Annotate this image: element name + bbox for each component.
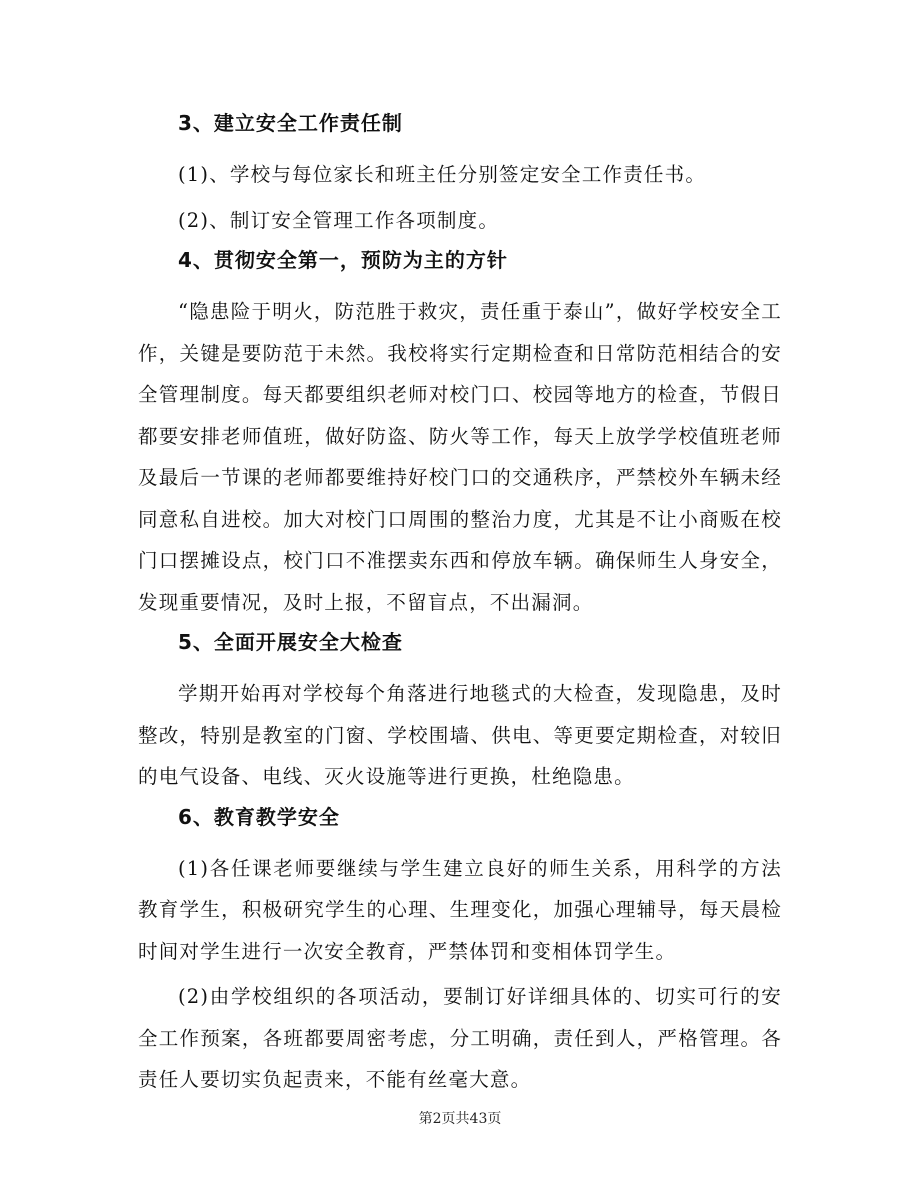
- list-item: (2)、制订安全管理工作各项制度。: [178, 208, 500, 232]
- document-body: [138, 108, 782, 1105]
- section-heading: 6、教育教学安全: [178, 804, 340, 829]
- page-number: 第2页共43页: [418, 1111, 502, 1127]
- section-heading: 4、贯彻安全第一，预防为主的方针: [178, 248, 508, 272]
- section-safety-first: [138, 245, 782, 623]
- section-paragraph: “隐患险于明火，防范胜于救灾，责任重于泰山”，做好学校安全工作，关键是要防范于未然。我校将实行定期检查和日常防范相结合的安全管理制度。每天都要组织老师对校门口、校园等地方的检查，节假日都要安排老师值班，做好防盗、防火等工作，每天上放学学校值班老师及最后一节课的老师都要维持好校门口的交通秩序，严禁校外车辆未经同意私自进校。加大对校门口周围的整治力度，尤其是不让小商贩在校门口摆摊设点，校门口不准摆卖东西和停放车辆。确保师生人身安全，发现重要情况，及时上报，不留盲点，不出漏洞。: [138, 300, 782, 614]
- section-inspection: [138, 627, 782, 798]
- section-teaching-safety: [138, 802, 782, 1101]
- list-item: (1)各任课老师要继续与学生建立良好的师生关系，用科学的方法教育学生，积极研究学生的心理、生理变化，加强心理辅导，每天晨检时间对学生进行一次安全教育，严禁体罚和变相体罚学生。: [138, 856, 782, 963]
- section-heading: 5、全面开展安全大检查: [178, 630, 403, 654]
- section-paragraph: 学期开始再对学校每个角落进行地毯式的大检查，发现隐患，及时整改，特别是教室的门窗、学校围墙、供电、等更要定期检查，对较旧的电气设备、电线、灭火设施等进行更换，杜绝隐患。: [138, 682, 782, 788]
- list-item: (2)由学校组织的各项活动，要制订好详细具体的、切实可行的安全工作预案，各班都要周密考虑，分工明确，责任到人，严格管理。各责任人要切实负起责来，不能有丝毫大意。: [138, 985, 782, 1091]
- section-responsibility: [138, 108, 782, 241]
- section-heading: 3、建立安全工作责任制: [178, 111, 403, 135]
- list-item: (1)、学校与每位家长和班主任分别签定安全工作责任书。: [178, 163, 707, 186]
